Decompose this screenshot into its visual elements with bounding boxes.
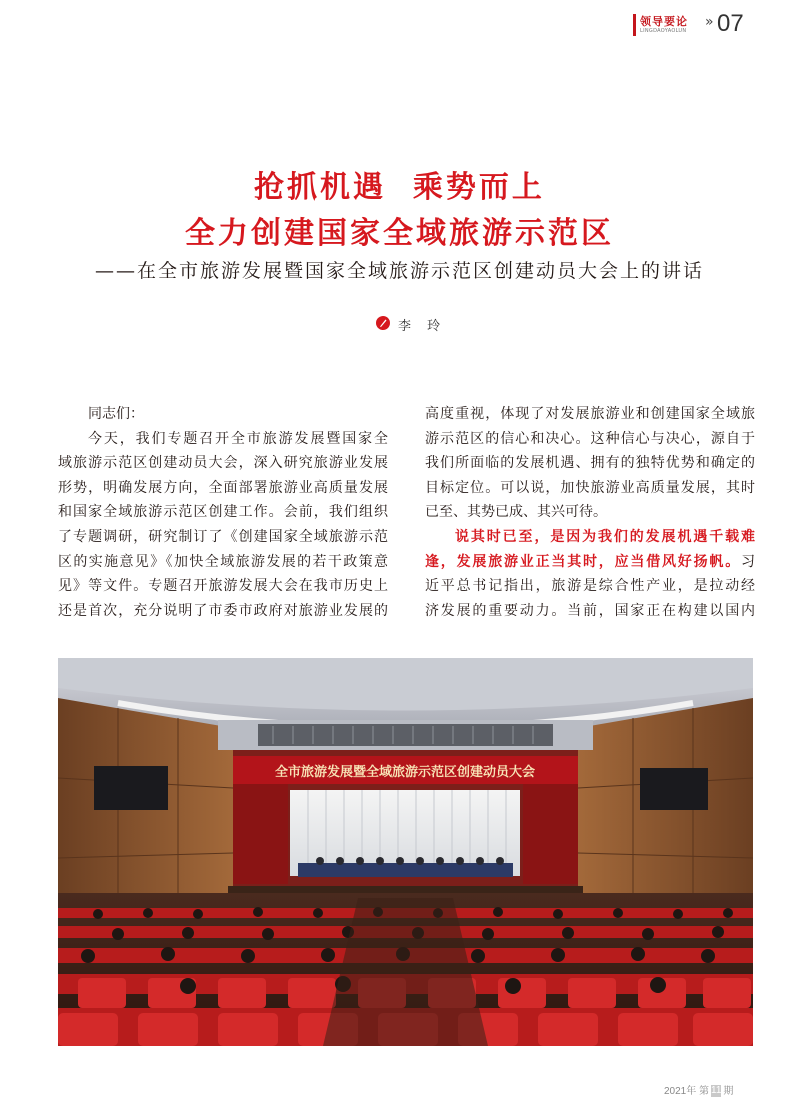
paragraph-line: 近平总书记指出，旅游是综合性产业，是拉动经 bbox=[425, 578, 755, 595]
paragraph-line: 我们所面临的发展机遇、拥有的独特优势和确定的 bbox=[425, 455, 755, 472]
paragraph-line bbox=[425, 550, 755, 575]
footer-year: 2021年 第 bbox=[664, 1086, 710, 1097]
salutation: 同志们： bbox=[88, 406, 144, 422]
issue-number: 11 bbox=[711, 1085, 722, 1097]
article-title-line1: 抢抓机遇 乘势而上 bbox=[254, 170, 545, 205]
body-column-left bbox=[58, 402, 388, 623]
paragraph-line: 了专题调研，研究制订了《创建国家全域旅游示范 bbox=[58, 528, 388, 545]
article-title-line2: 全力创建国家全域旅游示范区 bbox=[185, 216, 614, 251]
paragraph-line: 游示范区的信心和决心。这种信心与决心，源自于 bbox=[425, 430, 755, 447]
footer-suffix: 期 bbox=[723, 1086, 734, 1097]
section-name: 领导要论 bbox=[640, 15, 688, 28]
section-name-pinyin: LINGDAOYAOLUN bbox=[640, 28, 687, 34]
paragraph-line: 域旅游示范区创建动员大会，深入研究旅游业发展 bbox=[58, 455, 388, 472]
paragraph-line: 区的实施意见》《加快全域旅游发展的若干政策意 bbox=[58, 553, 388, 570]
conference-hall-illustration bbox=[58, 658, 753, 1046]
paragraph-line: 见》等文件。专题召开旅游发展大会在我市历史上 bbox=[58, 578, 388, 595]
pen-icon bbox=[376, 316, 390, 330]
section-header bbox=[633, 10, 753, 40]
issue-footer bbox=[664, 1082, 733, 1097]
paragraph-line: 还是首次，充分说明了市委市政府对旅游业发展的 bbox=[58, 602, 388, 619]
conference-hall-photo bbox=[58, 658, 753, 1046]
paragraph-line: 目标定位。可以说，加快旅游业高质量发展，其时 bbox=[425, 479, 755, 496]
paragraph-line: 已至、其势已成、其兴可待。 bbox=[425, 504, 607, 521]
article-subtitle: ——在全市旅游发展暨国家全域旅游示范区创建动员大会上的讲话 bbox=[94, 260, 704, 282]
banner-text: 全市旅游发展暨全域旅游示范区创建动员大会 bbox=[274, 765, 536, 780]
highlight-sentence-line: 逢，发展旅游业正当其时，应当借风好扬帆。 bbox=[425, 553, 741, 570]
header-accent-bar bbox=[633, 14, 636, 36]
paragraph-line: 高度重视，体现了对发展旅游业和创建国家全域旅 bbox=[425, 406, 755, 422]
paragraph-line: 和国家全域旅游示范区创建工作。会前，我们组织 bbox=[58, 504, 388, 521]
paragraph-line: 今天，我们专题召开全市旅游发展暨国家全 bbox=[88, 430, 388, 447]
author-name: 李 玲 bbox=[398, 319, 447, 334]
paragraph-text: 习 bbox=[741, 553, 755, 570]
paragraph-line: 济发展的重要动力。当前，国家正在构建以国内 bbox=[425, 602, 755, 619]
body-column-right bbox=[425, 402, 755, 623]
double-chevron-icon: » bbox=[705, 14, 714, 30]
paragraph-line: 形势，明确发展方向，全面部署旅游业高质量发展 bbox=[58, 479, 388, 496]
page-number: 07 bbox=[717, 10, 744, 37]
highlight-sentence-line: 说其时已至，是因为我们的发展机遇千载难 bbox=[455, 528, 755, 545]
